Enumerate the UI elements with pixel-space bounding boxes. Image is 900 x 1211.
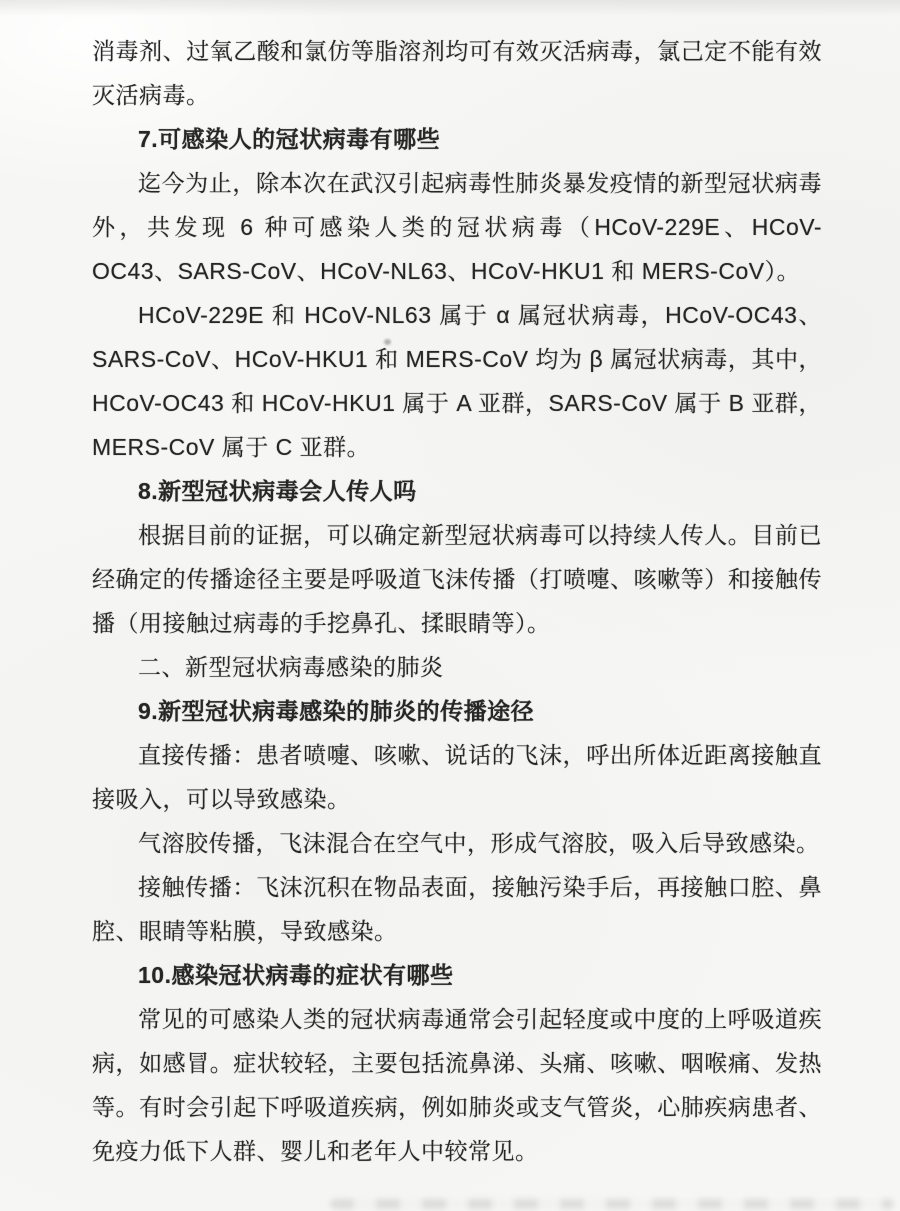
paragraph-q7-answer: 迄今为止，除本次在武汉引起病毒性肺炎暴发疫情的新型冠状病毒外，共发现 6 种可感染人类的冠状病毒（HCoV-229E、HCoV-OC43、SARS-CoV、HCoV-NL63、HCoV-HKU1 和 MERS-CoV）。 [92,170,822,284]
paragraph-direct-transmission: 直接传播：患者喷嚏、咳嗽、说话的飞沫，呼出所体近距离接触直接吸入，可以导致感染。 [92,742,822,812]
heading-q9-transmission-routes: 9.新型冠状病毒感染的肺炎的传播途径 [138,698,535,724]
paragraph-aerosol-transmission: 气溶胶传播，飞沫混合在空气中，形成气溶胶，吸入后导致感染。 [138,830,820,856]
paragraph-disinfectant-continuation: 消毒剂、过氧乙酸和氯仿等脂溶剂均可有效灭活病毒，氯己定不能有效灭活病毒。 [92,38,822,108]
paragraph-contact-transmission: 接触传播：飞沫沉积在物品表面，接触污染手后，再接触口腔、鼻腔、眼睛等粘膜，导致感染。 [92,874,822,944]
paragraph-coronavirus-genera: HCoV-229E 和 HCoV-NL63 属于 α 属冠状病毒，HCoV-OC43、SARS-CoV、HCoV-HKU1 和 MERS-CoV 均为 β 属冠状病毒，其中，HCoV-OC43 和 HCoV-HKU1 属于 A 亚群，SARS-CoV 属于 B 亚群，MERS-CoV 属于 C 亚群。 [92,302,822,460]
paragraph-q8-answer: 根据目前的证据，可以确定新型冠状病毒可以持续人传人。目前已经确定的传播途径主要是呼吸道飞沫传播（打喷嚏、咳嗽等）和接触传播（用接触过病毒的手挖鼻孔、揉眼睛等）。 [92,522,822,636]
heading-q7-human-coronaviruses: 7.可感染人的冠状病毒有哪些 [138,126,441,152]
section-heading-2-ncp: 二、新型冠状病毒感染的肺炎 [138,654,444,680]
paragraph-q10-answer: 常见的可感染人类的冠状病毒通常会引起轻度或中度的上呼吸道疾病，如感冒。症状较轻，主要包括流鼻涕、头痛、咳嗽、咽喉痛、发热等。有时会引起下呼吸道疾病，例如肺炎或支气管炎，心肺疾病患者、免疫力低下人群、婴儿和老年人中较常见。 [92,1006,822,1164]
heading-q8-human-transmission: 8.新型冠状病毒会人传人吗 [138,478,417,504]
heading-q10-symptoms: 10.感染冠状病毒的症状有哪些 [138,962,454,988]
